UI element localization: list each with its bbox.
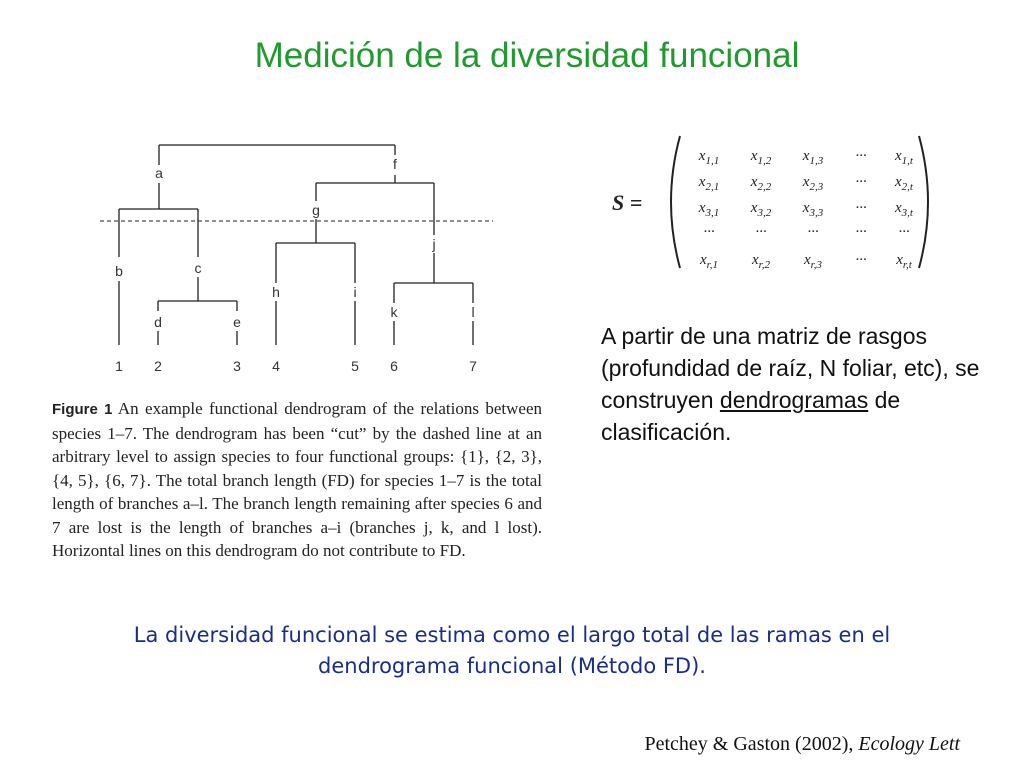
matrix-left-paren <box>671 136 680 268</box>
matrix-cell: ··· <box>855 252 867 268</box>
matrix-cell: $x_{1,1}$ <box>698 148 720 167</box>
matrix-cell: $x_{r,1}$ <box>700 252 718 271</box>
node-label-i: i <box>353 284 357 300</box>
matrix-cell: ··· <box>855 224 867 240</box>
leaf-label-3: 3 <box>233 358 241 374</box>
description-text <box>601 320 1011 448</box>
matrix-cell: $x_{2,1}$ <box>698 174 720 193</box>
node-label-d: d <box>154 314 162 330</box>
matrix-cell: $x_{r,2}$ <box>752 252 770 271</box>
matrix-cell: $x_{2,t}$ <box>895 174 913 193</box>
node-label-b: b <box>115 263 123 279</box>
reference-authors: Petchey & Gaston (2002), <box>644 733 859 755</box>
matrix-cell: ··· <box>855 200 867 216</box>
matrix-cell: ··· <box>703 224 715 240</box>
slide-title: Medición de la diversidad funcional <box>254 36 800 75</box>
matrix-cell: $x_{r,t}$ <box>896 252 912 271</box>
node-label-j: j <box>432 236 436 252</box>
functional-dendrogram <box>95 125 505 385</box>
matrix-cell: ··· <box>855 148 867 164</box>
leaf-label-6: 6 <box>390 358 398 374</box>
trait-matrix <box>612 130 942 275</box>
leaf-label-2: 2 <box>154 358 162 374</box>
figure-caption-label: Figure 1 <box>52 401 113 418</box>
description-underlined: dendrogramas <box>719 387 869 413</box>
matrix-cell: $x_{2,2}$ <box>750 174 772 193</box>
description-after: de clasificación. <box>601 387 901 445</box>
conclusion-text: La diversidad funcional se estima como el largo total de las ramas en el dendrograma funcional (Método FD). <box>133 623 891 678</box>
matrix-cell: $x_{1,3}$ <box>802 148 824 167</box>
leaf-label-7: 7 <box>469 358 477 374</box>
matrix-cell: $x_{3,3}$ <box>802 200 824 219</box>
matrix-cell: $x_{r,3}$ <box>804 252 822 271</box>
matrix-cell: $x_{1,t}$ <box>895 148 913 167</box>
node-label-e: e <box>233 314 241 330</box>
matrix-cell: $x_{3,1}$ <box>698 200 720 219</box>
matrix-symbol: S = <box>612 190 643 215</box>
matrix-cell: $x_{2,3}$ <box>802 174 824 193</box>
figure-caption <box>52 397 542 563</box>
matrix-cell: ··· <box>807 224 819 240</box>
matrix-cell: ··· <box>898 224 910 240</box>
matrix-cell: ··· <box>755 224 767 240</box>
node-label-l: l <box>471 304 475 320</box>
leaf-label-1: 1 <box>115 358 123 374</box>
reference-journal: Ecology Lett <box>858 733 960 755</box>
matrix-cell: ··· <box>855 174 867 190</box>
matrix-right-paren <box>919 136 928 268</box>
node-label-k: k <box>390 304 398 320</box>
leaf-label-5: 5 <box>351 358 359 374</box>
reference-citation <box>645 733 961 756</box>
matrix-cell: $x_{1,2}$ <box>750 148 772 167</box>
figure-caption-text: An example functional dendrogram of the relations between species 1–7. The dendrogram has been “cut” by the dashed line at an arbitrary level to assign species to four functional groups: {1}, {2, 3}, {4, 5}, {6, 7}. The total branch length (FD) for species 1–7 is the total length of branches a–l. The branch length remaining after species 6 and 7 are lost is the length of branches a–i (branches j, k, and l lost). Horizontal lines on this dendrogram do not contribute to FD. <box>52 399 542 560</box>
matrix-cell: $x_{3,t}$ <box>895 200 913 219</box>
node-label-h: h <box>272 284 280 300</box>
node-label-g: g <box>312 202 320 218</box>
node-label-a: a <box>155 165 163 181</box>
node-label-c: c <box>194 260 202 276</box>
description-before: A partir de una matriz de rasgos (profundidad de raíz, N foliar, etc), se construyen <box>601 323 980 413</box>
leaf-label-4: 4 <box>272 358 280 374</box>
node-label-f: f <box>393 156 397 172</box>
matrix-cell: $x_{3,2}$ <box>750 200 772 219</box>
